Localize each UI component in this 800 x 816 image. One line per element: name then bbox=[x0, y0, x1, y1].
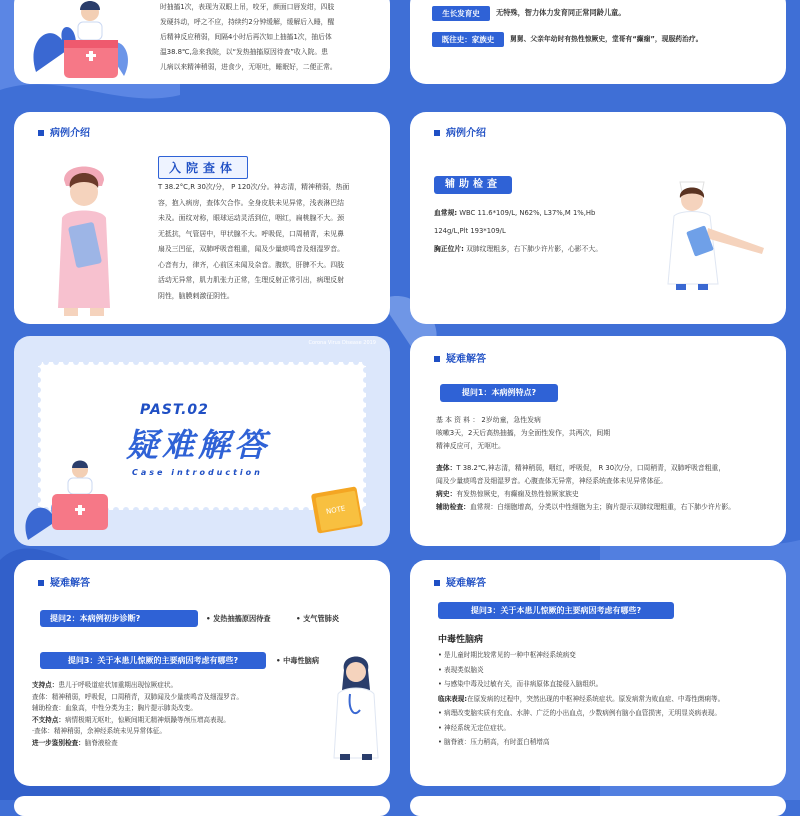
section-title: 病例介绍 bbox=[434, 124, 486, 139]
history-label: 病史： bbox=[436, 490, 457, 498]
cover-past-label: PAST.02 bbox=[140, 402, 209, 418]
exam-line: T 38.2℃,神志清，精神稍弱，咽红，呼吸促， R 30次/分，口周稍青，双肺呼吸音粗重， bbox=[456, 464, 726, 472]
history-paragraph bbox=[160, 0, 386, 75]
admission-line: 活动无异常，肌力肌张力正常，生理反射正常引出，病理反射 bbox=[158, 276, 345, 284]
question-2-label: 提问2：本病例初步诊断? bbox=[40, 610, 198, 627]
question-3-label: 提问3：关于本患儿惊厥的主要病因考虑有哪些? bbox=[40, 652, 266, 669]
chest-label: 胸正位片: bbox=[434, 245, 464, 253]
blood-label: 血常规: bbox=[434, 209, 458, 217]
family-text: 舅舅、父亲年幼时有热性惊厥史，堂哥有“癫痫”，现服药治疗。 bbox=[510, 35, 703, 43]
blood-routine bbox=[434, 204, 664, 258]
card-admission-exam bbox=[14, 112, 390, 324]
basic-line: 咳嗽3天，2天后高热抽搐，为全面性发作，共两次，间期 bbox=[436, 429, 611, 437]
blood-text-2: 124g/L,Plt 193*109/L bbox=[434, 227, 506, 235]
next-card-left-edge bbox=[14, 796, 390, 816]
exam-line: 闻及少量痰鸣音及细湿罗音。心腹查体无异常，神经系统查体未见异常体征。 bbox=[436, 477, 668, 485]
next-card-right-edge bbox=[410, 796, 786, 816]
history-text: 有发热惊厥史，有癫痫及热性惊厥家族史 bbox=[456, 490, 579, 498]
cover-watermark: Corona Virus Disease 2019 bbox=[308, 340, 376, 346]
admission-heading: 入院查体 bbox=[158, 156, 248, 179]
history-line: 温38.8℃,急来我院，以“发热抽搐原因待查”收入院。患 bbox=[160, 48, 328, 56]
growth-text: 无特殊，智力体力发育同正常同龄儿童。 bbox=[496, 8, 626, 17]
blood-text: WBC 11.6*109/L, N62%, L37%,M 1%,Hb bbox=[459, 209, 596, 217]
history-line: 后精神反应稍弱，间隔4小时后再次如上抽搐1次，抽后体 bbox=[160, 33, 332, 41]
growth-label: 生长发育史 bbox=[432, 6, 490, 21]
cover-title: 疑难解答 bbox=[126, 426, 271, 464]
admission-line: 心音有力，律齐，心前区未闻及杂音。腹软，肝脾不大。四肢 bbox=[158, 260, 345, 269]
admission-paragraph bbox=[158, 180, 384, 304]
subheading: 中毒性脑病 bbox=[438, 635, 484, 645]
card-auxiliary-exam bbox=[410, 112, 786, 324]
cover-subtitle: Case introduction bbox=[132, 468, 263, 477]
card-question-1 bbox=[410, 336, 786, 546]
q3-answer: • 中毒性脑病 bbox=[276, 656, 320, 665]
female-doctor-illustration bbox=[326, 650, 386, 760]
nurse-with-clipboard-illustration bbox=[646, 172, 776, 292]
notebook-illustration bbox=[304, 484, 374, 544]
doctor-illustration bbox=[28, 0, 138, 84]
exam-info bbox=[436, 462, 780, 514]
family-label: 既往史：家族史 bbox=[432, 32, 504, 47]
admission-line: 未及。面纹对称，眼球运动灵活到位，咽红，扁桃腺不大。颈 bbox=[158, 214, 345, 222]
aux-text: 血常规：白细胞增高，分类以中性细胞为主；胸片提示双肺纹理粗重，右下肺少许片影。 bbox=[469, 503, 736, 511]
section-title: 疑难解答 bbox=[434, 350, 486, 365]
question-3-label: 提问3：关于本患儿惊厥的主要病因考虑有哪些? bbox=[438, 602, 674, 619]
chest-text: 双肺纹理粗多，右下肺少许片影，心影不大。 bbox=[466, 245, 603, 253]
aux-label: 辅助检查： bbox=[436, 503, 470, 511]
q2-answer-1: • 发热抽搐原因待查 bbox=[206, 614, 271, 623]
nurse-illustration bbox=[44, 158, 134, 318]
admission-line: 扇及三凹征，双肺呼吸音粗重，闻及少量痰鸣音及细湿罗音。 bbox=[158, 245, 345, 253]
card-section-cover bbox=[14, 336, 390, 546]
card-question-2-3 bbox=[14, 560, 390, 786]
auxiliary-heading: 辅助检查 bbox=[434, 176, 512, 194]
q2-answer-2: • 支气管肺炎 bbox=[296, 614, 340, 623]
question-1-label: 提问1：本病例特点? bbox=[440, 384, 558, 402]
section-title: 疑难解答 bbox=[38, 574, 90, 589]
q3-details: 支持点：患儿于呼吸道症状加重期出现惊厥症状。 查体：精神稍弱，呼吸促，口周稍青，双肺闻及少量痰鸣音及细湿罗音。 辅助检查：血象高，中性分类为主；胸片提示肺炎改变。 不支持点：病情极期无呕吐，惊厥间期无精神烦躁等颅压增高表现。 ·查体：精神稍弱，余神经系统未见异常体征。 进一步鉴别检查：脑脊液检查 bbox=[32, 681, 243, 747]
section-title: 疑难解答 bbox=[434, 574, 486, 589]
basic-line: 精神反应可，无呕吐。 bbox=[436, 442, 505, 450]
notebook-label: NOTE bbox=[325, 504, 347, 516]
section-title: 病例介绍 bbox=[38, 124, 90, 139]
history-line: 儿病以来精神稍弱，进食少，无呕吐，睡眠好，二便正常。 bbox=[160, 63, 337, 71]
card-toxic-encephalopathy bbox=[410, 560, 786, 786]
encephalopathy-details: • 是儿童时期比较常见的一种中枢神经系统病变 • 表现类似脑炎 • 与感染中毒及过敏有关，而非病原体直接侵入脑组织。 临床表现:在原发病的过程中，突然出现的中枢神经系统症状。原发病常为败血症、中毒性菌痢等。 • 病理改变脑实质有充血、水肿、广泛的小出血点，少数病例有脑小血管损害，无明显炎病表现。 • 神经系统无定位症状。 • 脑脊液：压力稍高，有时蛋白稍增高 bbox=[438, 651, 725, 746]
exam-label: 查体： bbox=[436, 464, 457, 472]
history-line: 时抽搐1次，表现为双眼上吊，咬牙，颜面口唇发绀，四肢 bbox=[160, 3, 335, 11]
basic-info bbox=[436, 414, 776, 453]
admission-line: T 38.2°C,R 30次/分， P 120次/分。神志清，精神稍弱，热面 bbox=[158, 183, 350, 191]
basic-line: 基 本 资 料 ： 2岁幼童，急性发病 bbox=[436, 416, 541, 424]
admission-line: 无抵抗，气管居中，甲状腺不大。呼吸促，口周稍青，未见鼻 bbox=[158, 229, 345, 238]
card-family-history bbox=[410, 0, 786, 84]
history-line: 发硬抖动，呼之不应，持续约2分钟缓解，缓解后入睡，醒 bbox=[160, 18, 335, 26]
admission-line: 阴性，脑膜刺激征阴性。 bbox=[158, 291, 234, 300]
admission-line: 容，抱入病房，查体欠合作。全身皮肤未见异常，浅表淋巴结 bbox=[158, 198, 345, 207]
card-case-history-continued bbox=[14, 0, 390, 84]
doctor-desk-illustration bbox=[18, 454, 128, 544]
